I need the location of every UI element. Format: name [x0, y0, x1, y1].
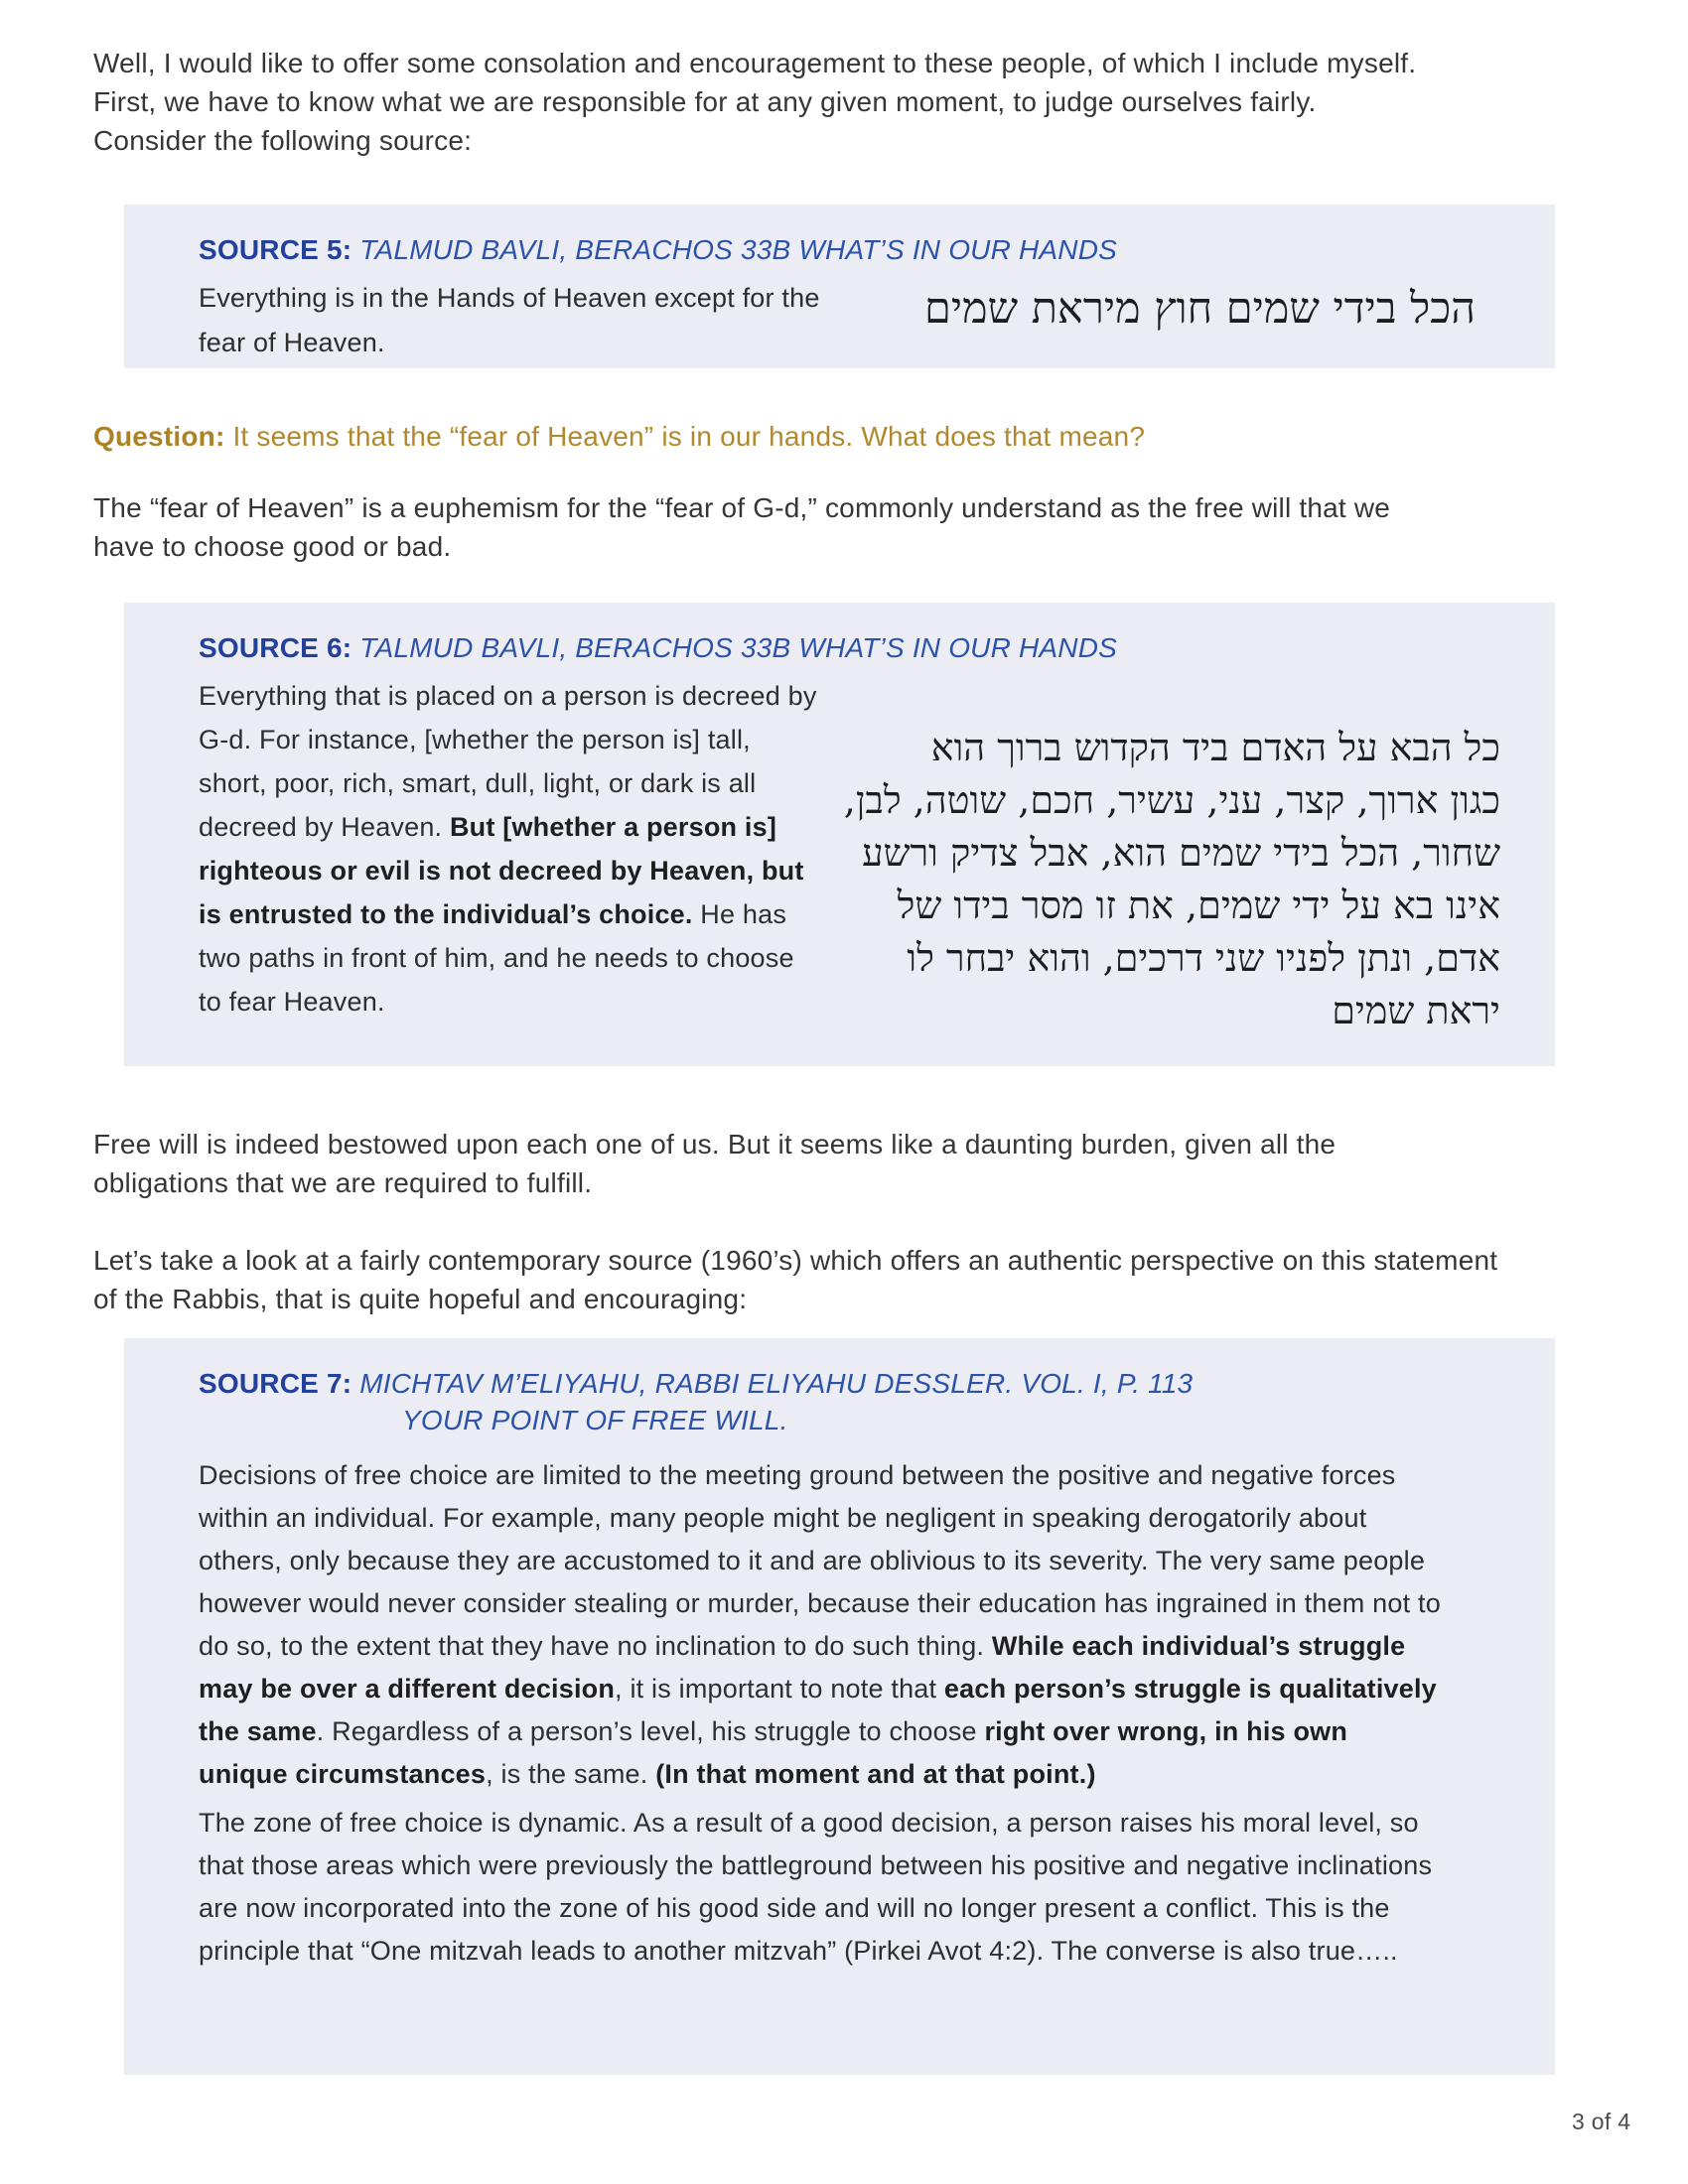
source7-title: MICHTAV M’ELIYAHU, RABBI ELIYAHU DESSLER. VOL. I, P. 113: [352, 1368, 1194, 1399]
source5-box: [124, 205, 1555, 368]
source6-box: [124, 603, 1555, 1066]
source7-p1-run5: . Regardless of a person’s level, his struggle to choose: [316, 1716, 985, 1746]
fear-paragraph: The “fear of Heaven” is a euphemism for the “fear of G-d,” commonly understand as the free will that we have to choose good or bad.: [93, 492, 1391, 562]
source5-hebrew-text: הכל בידי שמים חוץ מיראת שמים: [923, 284, 1476, 334]
source6-english-run3: He has two paths in front of him, and he needs to choose to fear Heaven.: [199, 899, 794, 1017]
source7-box: [124, 1338, 1555, 2075]
question-text: It seems that the “fear of Heaven” is in our hands. What does that mean?: [224, 421, 1146, 452]
freewill-paragraph: Free will is indeed bestowed upon each one of us. But it seems like a daunting burden, given all the obligations that we are required to fulfill.: [93, 1129, 1336, 1198]
source5-title: TALMUD BAVLI, BERACHOS 33B WHAT’S IN OUR HANDS: [352, 234, 1118, 265]
source7-paragraph-1: [199, 1454, 1444, 1796]
source7-p1-run3: , it is important to note that: [615, 1674, 944, 1704]
intro-paragraph: Well, I would like to offer some consolation and encouragement to these people, of which I include myself. First, we have to know what we are responsible for at any given moment, to judge ourselves fairly. Consider the following source:: [93, 48, 1417, 156]
source7-subtitle: YOUR POINT OF FREE WILL.: [402, 1405, 788, 1435]
source6-english-bold-run: But [whether a person is] righteous or evil is not decreed by Heaven, but is entrusted to the individual’s choice.: [199, 812, 804, 929]
source6-title: TALMUD BAVLI, BERACHOS 33B WHAT’S IN OUR HANDS: [352, 632, 1118, 663]
source7-p1-bold4: (In that moment and at that point.): [655, 1759, 1096, 1789]
source7-p1-bold3: right over wrong, in his own unique circumstances: [199, 1716, 1348, 1789]
question-line: [93, 417, 1563, 456]
contemporary-paragraph: Let’s take a look at a fairly contemporary source (1960’s) which offers an authentic perspective on this statement of the Rabbis, that is quite hopeful and encouraging:: [93, 1245, 1498, 1314]
source6-english-run1: Everything that is placed on a person is decreed by G-d. For instance, [whether the person is] tall, short, poor, rich, smart, dull, light, or dark is all decreed by Heaven.: [199, 681, 817, 842]
source7-p1-run1: Decisions of free choice are limited to the meeting ground between the positive and negative forces within an individual. For example, many people might be negligent in speaking derogatorily about others, only because they are accustomed to it and are oblivious to its severity. The very same people however would never consider stealing or murder, because their education has ingrained in them not to do so, to the extent that they have no inclination to do such thing.: [199, 1460, 1441, 1661]
hebrew-line: שחור, הכל בידי שמים הוא, אבל צדיק ורשע: [862, 831, 1500, 875]
source7-p1-bold1: While each individual’s struggle may be over a different decision: [199, 1631, 1406, 1704]
source6-english-text: [199, 674, 824, 1024]
hebrew-line: יראת שמים: [1332, 989, 1500, 1032]
hebrew-line: אדם, ונתן לפניו שני דרכים, והוא יבחר לו: [907, 936, 1500, 980]
source6-header: [199, 629, 1500, 666]
page-number: 3 of 4: [1572, 2109, 1631, 2134]
source5-header: [199, 231, 1476, 268]
source7-paragraph-2: The zone of free choice is dynamic. As a result of a good decision, a person raises his moral level, so that those areas which were previously the battleground between his positive and negative inclinations are now incorporated into the zone of his good side and will no longer present a conflict. This is the principle that “One mitzvah leads to another mitzvah” (Pirkei Avot 4:2). The converse is also true…..: [199, 1808, 1433, 1966]
source7-p1-bold2: each person’s struggle is qualitatively the same: [199, 1674, 1437, 1746]
source7-header: [199, 1365, 1444, 1402]
source5-english-text: Everything is in the Hands of Heaven except for the fear of Heaven.: [199, 283, 820, 357]
question-label: Question:: [93, 421, 225, 452]
hebrew-line: כל הבא על האדם ביד הקדוש ברוך הוא: [930, 726, 1500, 769]
source6-label: SOURCE 6:: [199, 632, 352, 663]
hebrew-line: אינו בא על ידי שמים, את זו מסר בידו של: [897, 884, 1500, 927]
source7-label: SOURCE 7:: [199, 1368, 352, 1399]
source7-subtitle-line: [402, 1402, 1444, 1438]
source6-hebrew-text: [824, 722, 1500, 1037]
hebrew-line: כגון ארוך, קצר, עני, עשיר, חכם, שוטה, לבן,: [843, 778, 1500, 822]
source7-p1-run7: , is the same.: [486, 1759, 656, 1789]
source5-label: SOURCE 5:: [199, 234, 352, 265]
